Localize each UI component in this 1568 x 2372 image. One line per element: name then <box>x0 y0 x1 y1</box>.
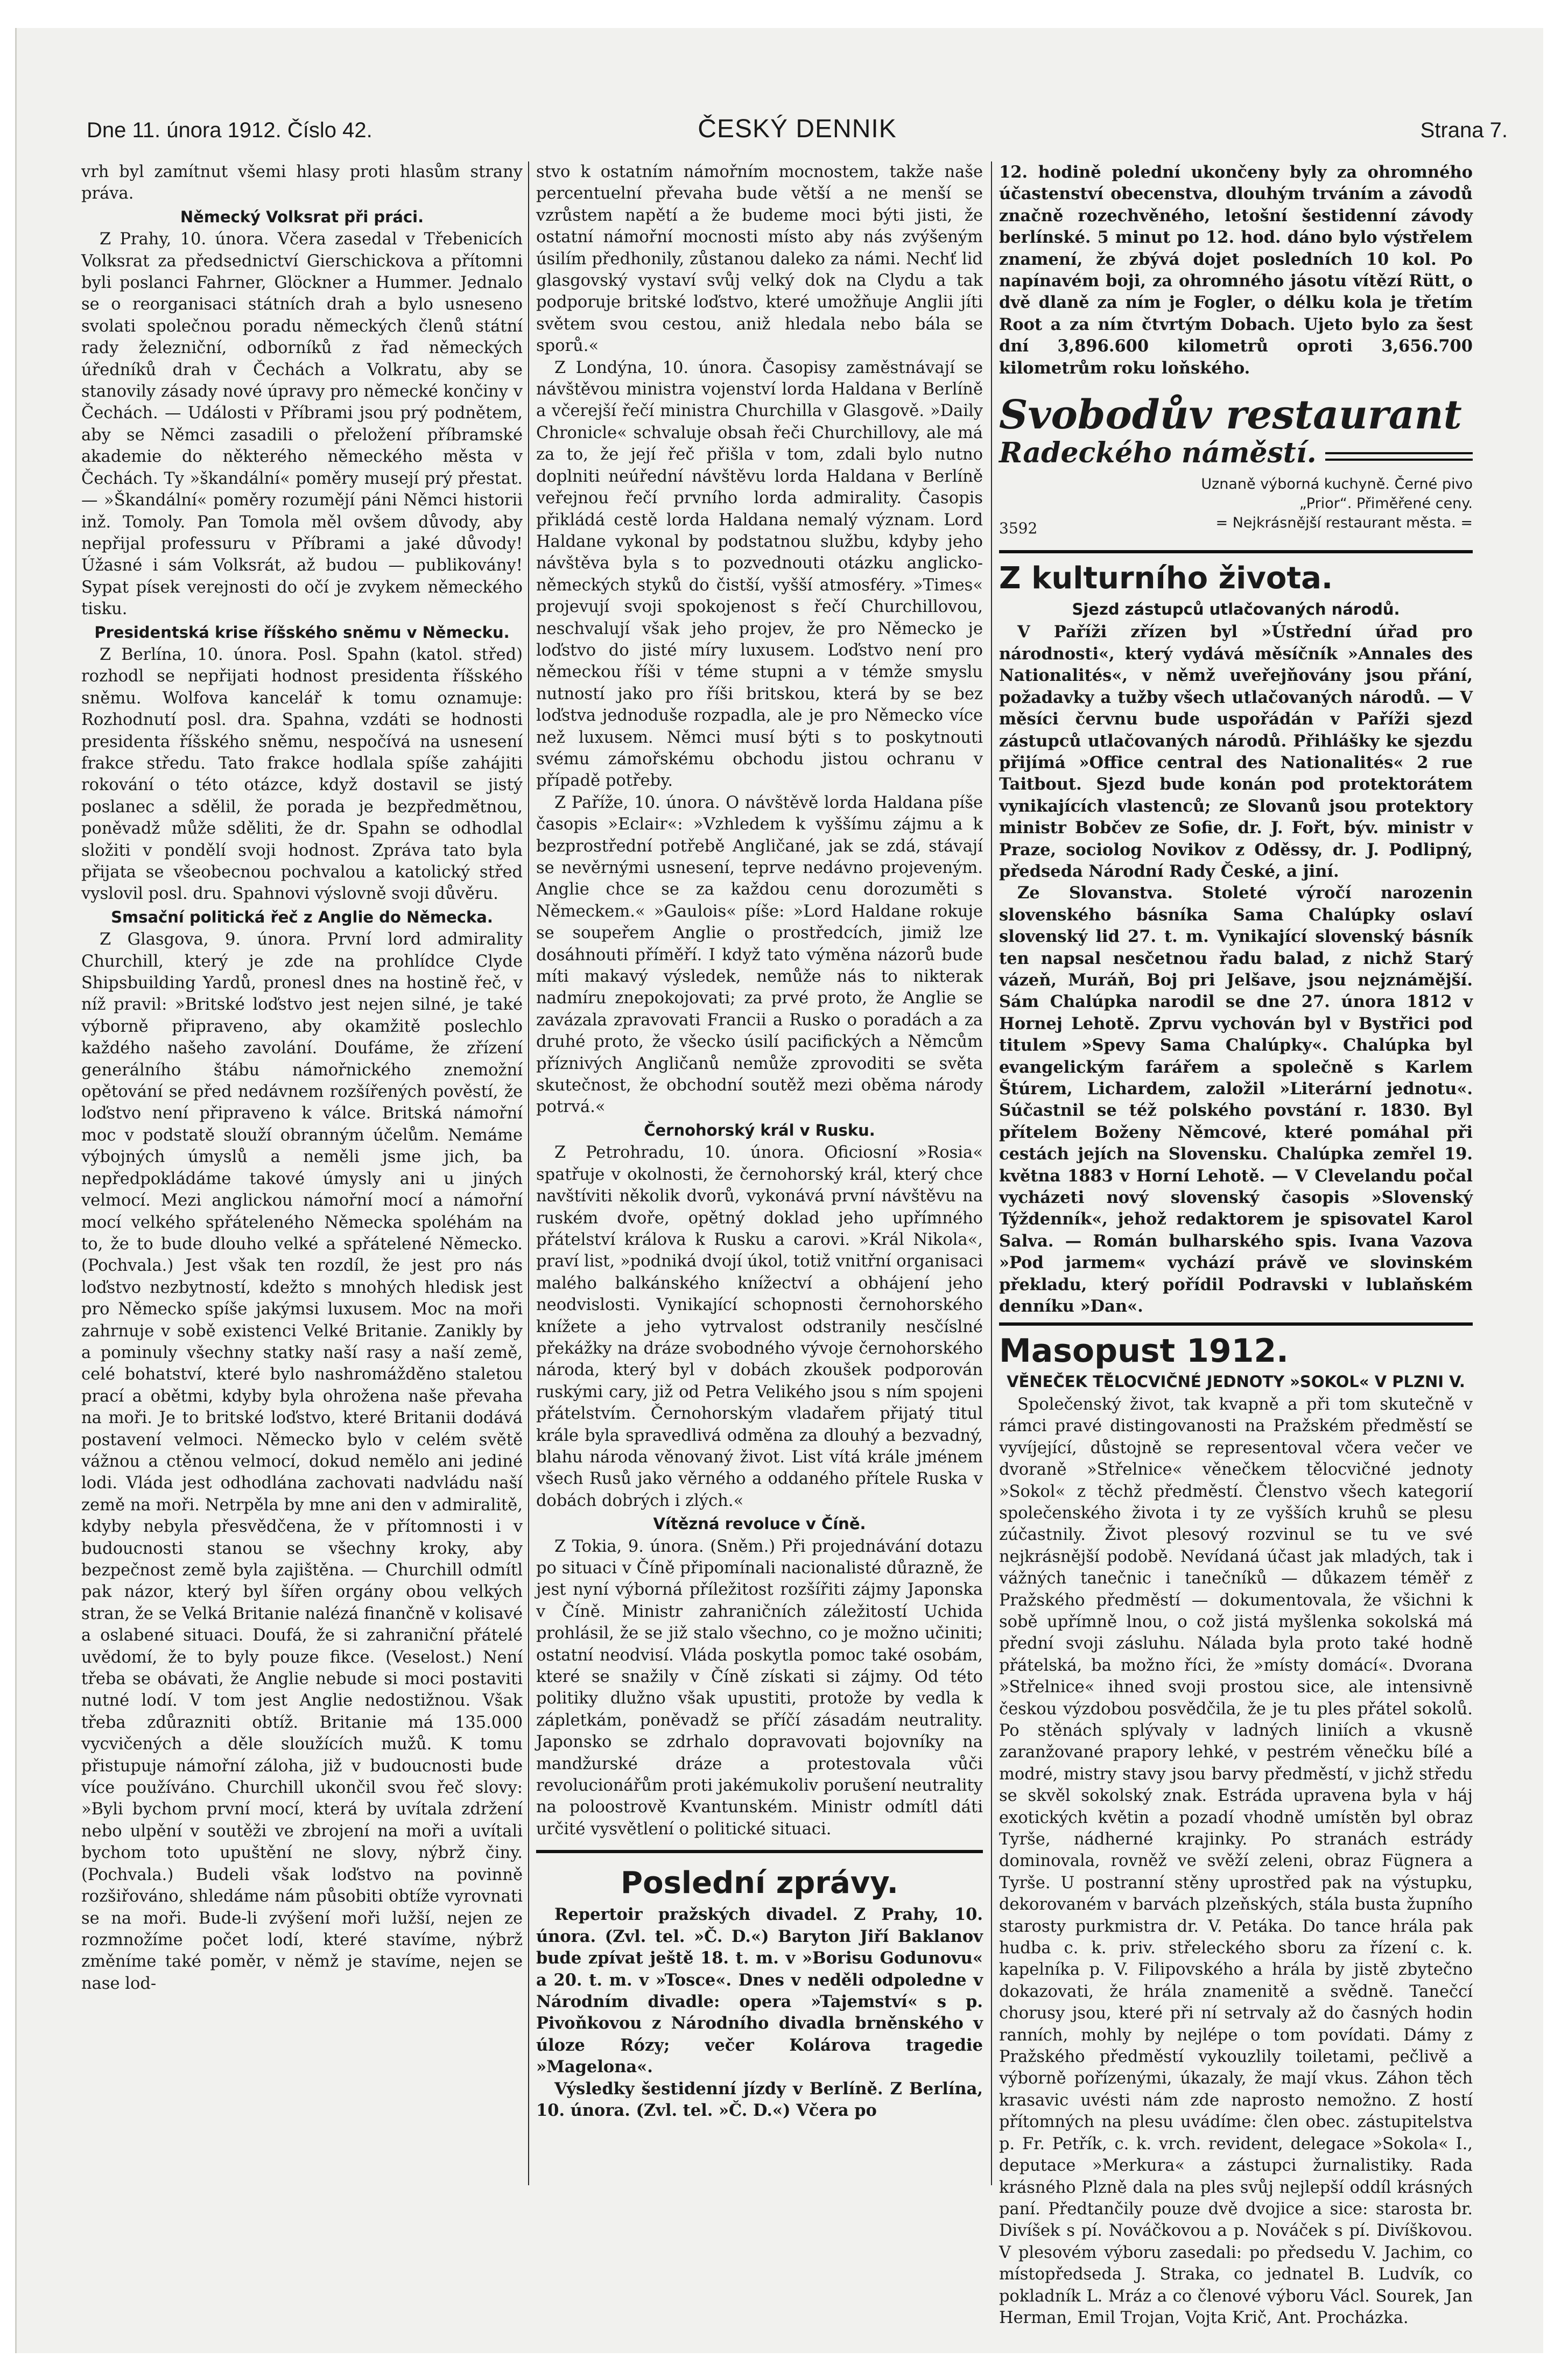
newspaper-title: ČESKÝ DENNIK <box>698 115 897 143</box>
ad-info <box>1171 475 1473 533</box>
section-rule <box>536 1850 983 1853</box>
article-paragraph: Ze Slovanstva. Stoleté výročí narozenin slovenského básníka Sama Chalúpky oslaví slovenský lid 27. t. m. Vynikající slovenský básník ten napsal nesčetnou řadu balad, z nichž Starý vázeň, Muráň, Boj pri Jelšave, jsou nejznámější. Sám Chalúpka narodil se dne 27. února 1812 v Hornej Lehotě. Zprvu vychován byl v Bystřici pod titulem »Spevy Sama Chalúpky«. Chalúpka byl evangelickým farářem a společně s Karlem Štúrem, Lichardem, založil »Literární jednotu«. Súčastnil se též polského povstání r. 1830. Byl přítelem Boženy Němcové, které pomáhal při cestách jejích na Slovensku. Chalúpka zemřel 19. května 1883 v Horní Lehotě. — V Clevelandu počal vycházeti nový slovenský časopis »Slovenský Týždenník«, jehož redaktorem je spisovatel Karol Salva. — Román bulharského spis. Ivana Vazova »Pod jarmem« vychází právě ve slovinském překladu, který pořídil Podravski v lublaňském denníku »Dan«. <box>999 883 1473 1317</box>
article-headline: Černohorský král v Rusku. <box>644 1121 875 1139</box>
column-rule <box>528 161 529 2185</box>
article-paragraph: vrh byl zamítnut všemi hlasy proti hlasům strany práva. <box>81 163 523 203</box>
article-paragraph: Z Londýna, 10. února. Časopisy zaměstnávají se návštěvou ministra vojenství lorda Haldana v Berlíně a včerejší řečí ministra Churchilla v Glasgově. »Daily Chronicle« schvaluje obsah řeči Churchillovy, ale má za to, že její řeč přišla v tom, zdali bylo nutno doplniti neúřední návštěvu lorda Haldana v Berlíně veřejnou řečí prvního lorda admirality. Časopis přikládá cestě lorda Haldana nemalý význam. Lord Haldane vykonal by podstatnou službu, kdyby jeho návštěva byla s to pozvednouti otázku anglicko-německých styků do čistší, vyšší atmosféry. »Times« projevují svoji spokojenost s řečí Churchillovou, neschvalují však jeho projev, že pro Německo je loďstvo do jisté míry luxusem. Loďstvo není pro německou říši v téme stupni a v témže smyslu nutností jako pro říši britskou, která by se bez loďstva jednoduše rozpadla, ale je pro Německo více než luxusem. Němci musí býti s to poskytnouti svému zámořskému obchodu jistou ochranu v případě potřeby. <box>536 358 983 791</box>
article-headline: VĚNEČEK TĚLOCVIČNÉ JEDNOTY »SOKOL« V PLZNI V. <box>1007 1372 1465 1391</box>
issue-date: Dne 11. února 1912. Číslo 42. <box>87 118 372 142</box>
article-headline: Smsační politická řeč z Anglie do Německa. <box>111 907 493 926</box>
column-1 <box>81 161 523 2261</box>
ad-subtitle: Radeckého náměstí. <box>999 437 1317 470</box>
newspaper-page <box>15 28 1543 2353</box>
article-paragraph: Výsledky šestidenní jízdy v Berlíně. Z Berlína, 10. února. (Zvl. tel. »Č. D.«) Včera po <box>536 2079 983 2120</box>
section-title-latest-news: Poslední zprávy. <box>621 1866 898 1901</box>
page-number: Strana 7. <box>1420 118 1508 142</box>
article-paragraph: Z Tokia, 9. února. (Sněm.) Při projednávání dotazu po situaci v Číně připomínali nacionalisté důrazně, že jest nyní výborná příležitost rozšířiti zájmy Japonska v Číně. Ministr zahraničních záležitostí Uchida prohlásil, že se již stalo všechno, co je možno učiniti; ostatní neodvisí. Vláda poskytla pomoc také osobám, které se snažily v Číně získati si zájmy. Od této politiky dlužno však upustiti, protože by vedla k zápletkám, poněvadž se příčí zásadám neutrality. Japonsko se zdrhalo dopravovati bojovníky na mandžurské dráze a protestovala vůči revolucionářům proti jakémukoliv porušení neutrality na poloostrově Kvantunském. Ministr odmítl dáti určité vysvětlení o politické situaci. <box>536 1537 983 1839</box>
article-paragraph: Společenský život, tak kvapně a při tom skutečně v rámci pravé distingovanosti na Pražském předměstí se vyvíjející, důstojně se representoval včera večer ve dvoraně »Střelnice« věnečkem tělocvičné jednoty »Sokol« z těchž předměstí. Členstvo všech kategorií společenského života i ty ze vyšších kruhů se plesu zúčastnily. Život plesový rozvinul se tu ve své nejkrásnější podobě. Nevídaná účast jak mladých, tak i vážných tanečnic i tanečníků — důkazem téměř z Pražského předměstí — dokumentovala, že všichni k sobě upřímně lnou, o což jistá myšlenka sokolská má přední svoji zásluhu. Nálada byla proto také hodně přátelská, ba možno říci, že »místy domácí«. Dvorana »Střelnice« ihned svoji prostou sice, ale intensivně českou výzdobou posvědčila, že je tu ples přátel sokolů. Po stěnách splývaly v ladných liniích a vkusně zaranžované prapory lehké, v pestrém věnečku bílé a modré, mistry stavy jsou barvy předměstí, v jichž středu se skvěl sokolský znak. Estráda upravena byla v háj exotických květin a pozadí vhodně umístěn byl obraz Tyrše, nádherné krajinky. Po stranách estrády dominovala, rovněž ve svěží zeleni, obraz Fügnera a Tyrše. U postranní stěny uprostřed pak na výstupku, dekorovaném v barvách plzeňských, stála busta župního starosty purkmistra dr. V. Petáka. Do tance hrála pak hudba c. k. priv. střeleckého sboru za řízení c. k. kapelníka p. V. Filipovského a hrála by jistě zbytečno dokazovati, že hrála znamenitě a svědně. Tanečcí chorusy jsou, které při ní setrvaly až do časných hodin ranních, mohly by nejlépe o tom povídati. Dámy z Pražského předměstí vykouzlily toiletami, pečlivě a výborně pořízenými, úkazaly, že mají vkus. Záhon těch krasavic uvésti nám zde naprosto nemožno. Z hostí přítomných na plesu uvádíme: člen obec. zástupitelstva p. Fr. Petřík, c. k. vrch. revident, delegace »Sokola« I., deputace »Merkura« a zástupci žurnalistiky. Rada krásného Plzně dala na ples svůj nejlepší oddíl krásných paní. Předtančily pouze dvě dvojice a sice: starosta br. Divíšek s pí. Nováčkovou a p. Nováček s pí. Divíškovou. V plesovém výboru zasedali: po předsedu V. Jachim, co místopředseda J. Straka, co jednatel B. Ludvík, co pokladník L. Mráz a co členové výboru Václ. Sourek, Jan Herman, Emil Trojan, Vojta Krič, Ant. Procházka. <box>999 1395 1473 2327</box>
section-title-culture: Z kulturního života. <box>999 561 1333 596</box>
section-rule <box>999 550 1473 553</box>
ad-body <box>999 475 1473 545</box>
article-paragraph: Z Berlína, 10. února. Posl. Spahn (katol. střed) rozhodl se nepřijati hodnost presidenta říšského sněmu. Wolfova kancelář k tomu oznamuje: Rozhodnutí posl. dra. Spahna, vzdáti se hodnosti presidenta říšského sněmu, nespočívá na usnesení frakce středu. Tato frakce hodlala spíše zahájiti rokování o této otázce, když dostavil se jistý poslanec a sdělil, že porada je bezpředmětnou, poněvadž může sděliti, že dr. Spahn se odhodlal složiti v pondělí svoji hodnost. Zpráva tato byla přijata se všeobecnou pochvalou a katolický střed vyslovil posl. dru. Spahnovi výslovně svoji důvěru. <box>81 645 523 904</box>
column-3 <box>999 161 1473 2327</box>
section-rule <box>999 1322 1473 1326</box>
article-paragraph: Repertoir pražských divadel. Z Prahy, 10. února. (Zvl. tel. »Č. D.«) Baryton Jiří Baklanov bude zpívat ještě 18. t. m. v »Borisu Godunovu« a 20. t. m. v »Tosce«. Dnes v neděli odpoledne v Národním divadle: opera »Tajemství« s p. Pivoňkovou z Národního divadla brněnského v úloze Rózy; večer Kolárova tragedie »Magelona«. <box>536 1905 983 2077</box>
masthead <box>87 114 1508 152</box>
article-headline: Presidentská krise říšského sněmu v Německu. <box>94 623 510 642</box>
article-headline: Vítězná revoluce v Číně. <box>653 1515 866 1533</box>
article-paragraph: Z Paříže, 10. února. O návštěvě lorda Haldana píše časopis »Eclair«: »Vzhledem k vyššímu zájmu a k bezprostřední potřebě Angličané, jak se zdá, stávají se nevěrnými usnesení, teprve nedávno projeveným. Anglie chce se za každou cenu dorozuměti s Německem.« »Gaulois« píše: »Lord Haldane rokuje se soupeřem Anglie o prostředcích, jimiž lze dosáhnouti příměří. I když tato výměna názorů bude míti makavý výsledek, nemůže nás to nikterak nadmíru znepokojovati; za prvé proto, že Anglie se zavázala zpravovati Francii a Rusko o poradách a za druhé proto, že všecko úsilí pacifických a Němcům příznivých Angličanů nemůže zprovoditi se světa skutečnost, že obchodní soutěž mezi oběma národy potrvá.« <box>536 793 983 1117</box>
column-rule <box>991 161 992 2185</box>
article-paragraph: Z Glasgova, 9. února. První lord admirality Churchill, který je zde na prohlídce Clyde Shipsbuilding Yardů, pronesl dnes na hostině řeč, v níž pravil: »Britské loďstvo jest nejen silné, je také výborně připraveno, aby okamžitě poslechlo každého našeho zavolání. Doufáme, že zřízení generálního štábu námořnického znemožní opětování se před nedávnem rozšířených pověstí, že loďstvo není připraveno k válce. Britská námořní moc v podstatě slouží obranným účelům. Nemáme výbojných úmyslů a neměli jsme jich, ba nepředpokládáme takové úmysly ani u jiných velmocí. Mezi anglickou námořní mocí a námořní mocí velkého spřáteleného Německa spoléhám na to, že to bude dlouho velké a spřátelené Německo. (Pochvala.) Jest však ten rozdíl, že jest pro nás loďstvo nezbytností, kdežto s mnohých hledisk jest pro Německo spíše jakýmsi luxusem. Moc na moři zahrnuje v sobě existenci Velké Britanie. Zanikly by a pominuly všechny statky naší rasy a naší země, celé bohatství, které bylo nashromážděno staletou prací a obětmi, kdyby byla ohrožena naše převaha na moři. Je to britské loďstvo, které Britanii dodává postavení velmoci. Německo bylo v celém světě vážnou a ctěnou velmocí, dokud nemělo ani jediné lodi. Vláda jest odhodlána zachovati nadvládu naší země na moři. Netrpěla by mne ani den v admiralitě, kdyby nebyla přesvědčena, že v přítomnosti i v budoucnosti stanou se všechny kroky, aby bezpečnost země byla zajištěna. — Churchill odmítl pak názor, který byl šířen orgány obou velkých stran, že se Velká Britanie nalézá finančně v kolisavé a oslabené situaci. Doufá, že si zahraniční přátelé uvědomí, že to byly pouze fikce. (Veselost.) Není třeba se obávati, že Anglie nebude si moci postaviti nutné lodí. V tom jest Anglie nedostižnou. Však třeba zdůrazniti obtíž. Britanie má 135.000 vycvičených a děle sloužících mužů. K tomu přistupuje námořní záloha, již v budoucnosti bude více používáno. Churchill ukončil svou řeč slovy: »Byli bychom první mocí, která by uvítala zdržení nebo ulpění v soutěži ve zbrojení na moři a uvítali bychom toto upuštění ne slovy, nýbrž činy. (Pochvala.) Budeli však loďstvo na povinně rozšiřováno, shledáme nám působiti obtíže vyrovnati se na moři. Bude-li zvýšení moři lužší, nejen ze rozmnožíme počet lodí, které stavíme, nýbrž změníme také poměr, v němž je stavíme, nejen se nase lod- <box>81 930 523 1993</box>
article-paragraph: V Paříži zřízen byl »Ústřední úřad pro národnosti«, který vydává měsíčník »Annales des Nationalités«, v němž uveřejňovány jsou přání, požadavky a tužby všech utlačovaných národů. — V měsíci červnu bude uspořádán v Paříži sjezd zástupců utlačovaných národů. Přihlášky ke sjezdu přijímá »Office central des Nationalités« 2 rue Taitbout. Sjezd bude konán pod protektorátem vynikajících vlastenců; ze Slovanů jsou protektory ministr Bobčev ze Sofie, dr. J. Fořt, býv. ministr v Praze, sociolog Novikov z Oděssy, dr. J. Podlipný, předseda Národní Rady České, a jiní. <box>999 622 1473 881</box>
ad-double-rule <box>1325 452 1473 461</box>
restaurant-advertisement <box>999 393 1473 545</box>
section-title-carnival: Masopust 1912. <box>999 1332 1289 1370</box>
ad-info-line: = Nejkrásnější restaurant města. = <box>1215 515 1473 532</box>
article-paragraph: stvo k ostatním námořním mocnostem, takže naše percentuelní převaha bude větší a ne menší se vzrůstem napětí a že budeme moci býti jisti, že ostatní námořní mocnosti místo aby nás zvýšeným úsilím předhonily, zůstanou daleko za námi. Nechť lid glasgovský vystaví svůj velký dok na Clydu a tak podporuje britské loďstvo, které umožňuje Anglii jíti světem svou cestou, aniž hledala nebo bála se sporů.« <box>536 163 983 356</box>
article-paragraph: 12. hodině polední ukončeny byly za ohromného účastenství obecenstva, dlouhým trváním a závodů značně rozechvěného, letošní šestidenní závody berlínské. 5 minut po 12. hod. dáno bylo výstřelem znamení, že zbývá dojet posledních 10 kol. Po napínavém boji, za ohromného jásotu vítězí Rütt, o dvě dlaně za ním je Fogler, o délku kola je třetím Root a za ním čtvrtým Dobach. Ujeto bylo za šest dní 3,896.600 kilometrů oproti 3,656.700 kilometrům roku loňského. <box>999 163 1473 378</box>
ad-info-line: Uznaně výborná kuchyně. Černé pivo „Prior“. Přiměřené ceny. <box>1201 476 1473 512</box>
ad-number: 3592 <box>999 519 1038 537</box>
article-headline: Sjezd zástupců utlačovaných národů. <box>1072 600 1400 619</box>
column-2 <box>536 161 983 2261</box>
article-headline: Německý Volksrat při práci. <box>180 207 424 226</box>
article-paragraph: Z Petrohradu, 10. února. Oficiosní »Rosia« spatřuje v okolnosti, že černohorský král, který chce navštíviti několik dvorů, vykonává první návštěvu na ruském dvoře, opětný doklad jeho upřímného přátelství králova k Rusku a carovi. »Král Nikola«, praví list, »podniká dvojí úkol, totiž vnitřní organisaci malého balkánského knížectví a obhájení jeho neodvislosti. Vynikající schopnosti černohorského knížete a jeho vytrvalost odstranily nesčíslné překážky na dráze svobodného vývoje černohorského národa, který byl v dobách zkoušek podporován ruskými cary, již od Petra Velikého jsou s ním spojeni přátelstvím. Černohorským vladařem přijatý titul krále byla spravedlivá odměna za dlouhý a bezvadný, blahu národa věnovaný život. List vítá krále jménem všech Rusů jako věrného a oddaného přítele Ruska v dobách dobrých i zlých.« <box>536 1143 983 1510</box>
ad-subtitle-row <box>999 437 1473 469</box>
ad-title: Svobodův restaurant <box>999 392 1462 439</box>
article-paragraph: Z Prahy, 10. února. Včera zasedal v Třebenicích Volksrat za předsednictví Gierschickova a přítomni byli poslanci Fahrner, Glöckner a Hummer. Jednalo se o reorganisaci státních drah a bylo usneseno svolati společnou poradu německých členů státní rady železniční, odborníků z řad německých úředníků drah v Čechách a Volkratu, aby se stanovily zásady nové úpravy pro německé končiny v Čechách. — Události v Příbrami jsou prý podnětem, aby se Němci zasadili o přeložení příbramské akademie do některého německého města v Čechách. Ty »škandální« poměry musejí prý přestat. — »Škandální« poměry rozumějí páni Němci historii inž. Tomoly. Pan Tomola měl ovšem důvody, aby nepřijal professuru v Příbrami a jaké důvody! Úžasné i sám Volksrát, až budou — publikovány! Sypat písek verejnosti do očí je zvykem německého tisku. <box>81 230 523 619</box>
